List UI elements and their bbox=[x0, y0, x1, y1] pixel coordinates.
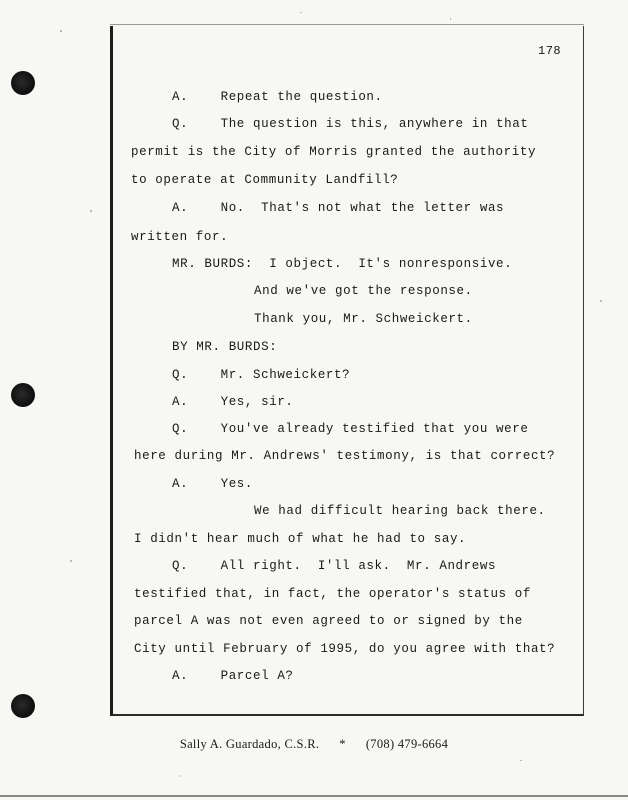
page-footer bbox=[0, 737, 628, 752]
scan-speck bbox=[600, 300, 602, 302]
scan-speck bbox=[450, 18, 451, 20]
transcript-line: A. No. That's not what the letter was bbox=[172, 201, 505, 215]
transcript-line: And we've got the response. bbox=[254, 284, 473, 298]
scan-speck bbox=[70, 560, 72, 562]
transcript-line: I didn't hear much of what he had to say. bbox=[134, 532, 467, 546]
transcript-line: Q. The question is this, anywhere in that bbox=[172, 117, 529, 131]
transcript-line: A. Yes, sir. bbox=[172, 395, 294, 409]
transcript-line: here during Mr. Andrews' testimony, is that correct? bbox=[134, 449, 556, 463]
page-bottom-edge bbox=[0, 795, 628, 797]
page-number: 178 bbox=[538, 44, 562, 58]
reporter-phone: (708) 479-6664 bbox=[365, 737, 449, 751]
transcript-line: Q. Mr. Schweickert? bbox=[172, 368, 351, 382]
binder-hole-middle bbox=[11, 383, 35, 407]
scan-speck bbox=[300, 12, 302, 13]
scan-speck bbox=[520, 760, 522, 761]
transcript-line: to operate at Community Landfill? bbox=[131, 173, 399, 187]
scan-speck bbox=[180, 775, 181, 777]
scan-speck bbox=[90, 210, 92, 212]
transcript-line: permit is the City of Morris granted the authority bbox=[131, 145, 537, 159]
binder-hole-bottom bbox=[11, 694, 35, 718]
reporter-name: Sally A. Guardado, C.S.R. bbox=[179, 737, 320, 751]
transcript-line: A. Repeat the question. bbox=[172, 90, 383, 104]
footer-separator: * bbox=[339, 737, 346, 751]
transcript-line: parcel A was not even agreed to or signed by the bbox=[134, 614, 523, 628]
page-border-top bbox=[110, 24, 584, 25]
scan-speck bbox=[60, 30, 62, 32]
transcript-line: written for. bbox=[131, 230, 229, 244]
transcript-line: Q. All right. I'll ask. Mr. Andrews bbox=[172, 559, 497, 573]
transcript-line: We had difficult hearing back there. bbox=[254, 504, 546, 518]
binder-hole-top bbox=[11, 71, 35, 95]
transcript-line: A. Parcel A? bbox=[172, 669, 294, 683]
transcript-line: Thank you, Mr. Schweickert. bbox=[254, 312, 473, 326]
transcript-line: testified that, in fact, the operator's status of bbox=[134, 587, 531, 601]
transcript-line: City until February of 1995, do you agree with that? bbox=[134, 642, 556, 656]
transcript-line: BY MR. BURDS: bbox=[172, 340, 278, 354]
transcript-line: Q. You've already testified that you were bbox=[172, 422, 529, 436]
transcript-line: MR. BURDS: I object. It's nonresponsive. bbox=[172, 257, 513, 271]
transcript-line: A. Yes. bbox=[172, 477, 254, 491]
